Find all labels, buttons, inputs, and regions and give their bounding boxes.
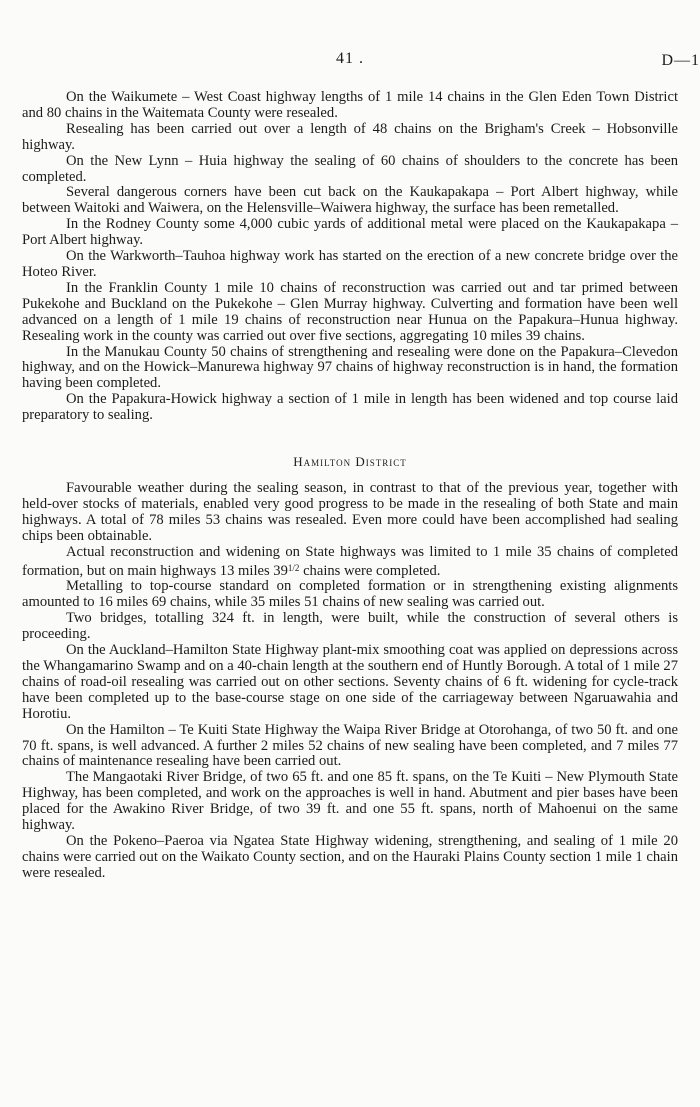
- paragraph-bridges: Two bridges, totalling 324 ft. in length, were built, while the construction of several others is proceeding.: [22, 610, 678, 643]
- paragraph-new-lynn: On the New Lynn – Huia highway the sealing of 60 chains of shoulders to the concrete has been completed.: [22, 152, 678, 185]
- fraction-half: 1/2: [287, 562, 300, 573]
- section-heading-hamilton: Hamilton District: [293, 454, 407, 470]
- paragraph-brighams-creek: Resealing has been carried out over a length of 48 chains on the Brigham's Creek – Hobsonville highway.: [22, 120, 678, 153]
- paragraph-papakura-howick: On the Papakura-Howick highway a section of 1 mile in length has been widened and top course laid preparatory to sealing.: [22, 391, 678, 424]
- paragraph-mangaotaki: The Mangaotaki River Bridge, of two 65 ft. and one 85 ft. spans, on the Te Kuiti – New Plymouth State Highway, has been completed, and work on the approaches is well in hand. Abutment and pier bases have been placed for the Awakino River Bridge, of two 39 ft. and one 55 ft. spans, north of Mahoenui on the same highway.: [22, 769, 678, 834]
- paragraph-pokeno-paeroa: On the Pokeno–Paeroa via Ngatea State Highway widening, strengthening, and sealing of 1 mile 20 chains were carried out on the Waikato County section, and on the Hauraki Plains County section 1 mile 1 chain were resealed.: [22, 832, 678, 881]
- paragraph-franklin: In the Franklin County 1 mile 10 chains of reconstruction was carried out and tar primed between Pukekohe and Buckland on the Pukekohe – Glen Murray highway. Culverting and formation have been well advanced on a length of 1 mile 19 chains of reconstruction near Hunua on the Papakura–Hunua highway. Resealing work in the county was carried out over five sections, aggregating 10 miles 39 chains.: [22, 279, 678, 344]
- paragraph-metalling: Metalling to top-course standard on completed formation or in strengthening existing alignments amounted to 16 miles 69 chains, while 35 miles 51 chains of new sealing was carried out.: [22, 578, 678, 611]
- paragraph-auckland-hamilton: On the Auckland–Hamilton State Highway plant-mix smoothing coat was applied on depressions across the Whangamarino Swamp and on a 40-chain length at the southern end of Huntly Borough. A total of 1 mile 27 chains of road-oil resealing was carried out on other sections. Seventy chains of 6 ft. widening for cycle-track have been completed up to the base-course stage on one side of the carriageway between Ngaruawahia and Horotiu.: [22, 642, 678, 722]
- document-reference: D—1: [661, 52, 700, 69]
- paragraph-hamilton-te-kuiti: On the Hamilton – Te Kuiti State Highway the Waipa River Bridge at Otorohanga, of two 50 ft. and one 70 ft. spans, is well advanced. A further 2 miles 52 chains of new sealing have been completed, and 7 miles 77 chains of maintenance resealing have been carried out.: [22, 721, 678, 770]
- reconstruction-text: Actual reconstruction and widening on State highways was limited to 1 mile 35 chains of completed formation, but on main highways 13 miles 39: [22, 543, 678, 579]
- paragraph-favourable-weather: Favourable weather during the sealing season, in contrast to that of the previous year, together with held-over stocks of materials, enabled very good progress to be made in the resealing of both State and main highways. A total of 78 miles 53 chains was resealed. Even more could have been accomplished had sealing chips been obtainable.: [22, 480, 678, 544]
- paragraph-warkworth: On the Warkworth–Tauhoa highway work has started on the erection of a new concrete bridge over the Hoteo River.: [22, 248, 678, 280]
- paragraph-waikumete: On the Waikumete – West Coast highway lengths of 1 mile 14 chains in the Glen Eden Town District and 80 chains in the Waitemata County were resealed.: [22, 89, 678, 121]
- paragraph-kaukapakapa: Several dangerous corners have been cut back on the Kaukapakapa – Port Albert highway, while between Waitoki and Waiwera, on the Helensville–Waiwera highway, the surface has been remetalled.: [22, 184, 678, 217]
- page-number: 41 .: [336, 50, 364, 67]
- body-text: [22, 90, 678, 882]
- paragraph-manukau: In the Manukau County 50 chains of strengthening and resealing were done on the Papakura–Clevedon highway, and on the Howick–Manurewa highway 97 chains of highway reconstruction is in hand, the formation having been completed.: [22, 343, 678, 392]
- paragraph-rodney: In the Rodney County some 4,000 cubic yards of additional metal were placed on the Kaukapakapa – Port Albert highway.: [22, 216, 678, 249]
- paragraph-reconstruction: [22, 545, 678, 580]
- reconstruction-text-end: chains were completed.: [299, 562, 441, 579]
